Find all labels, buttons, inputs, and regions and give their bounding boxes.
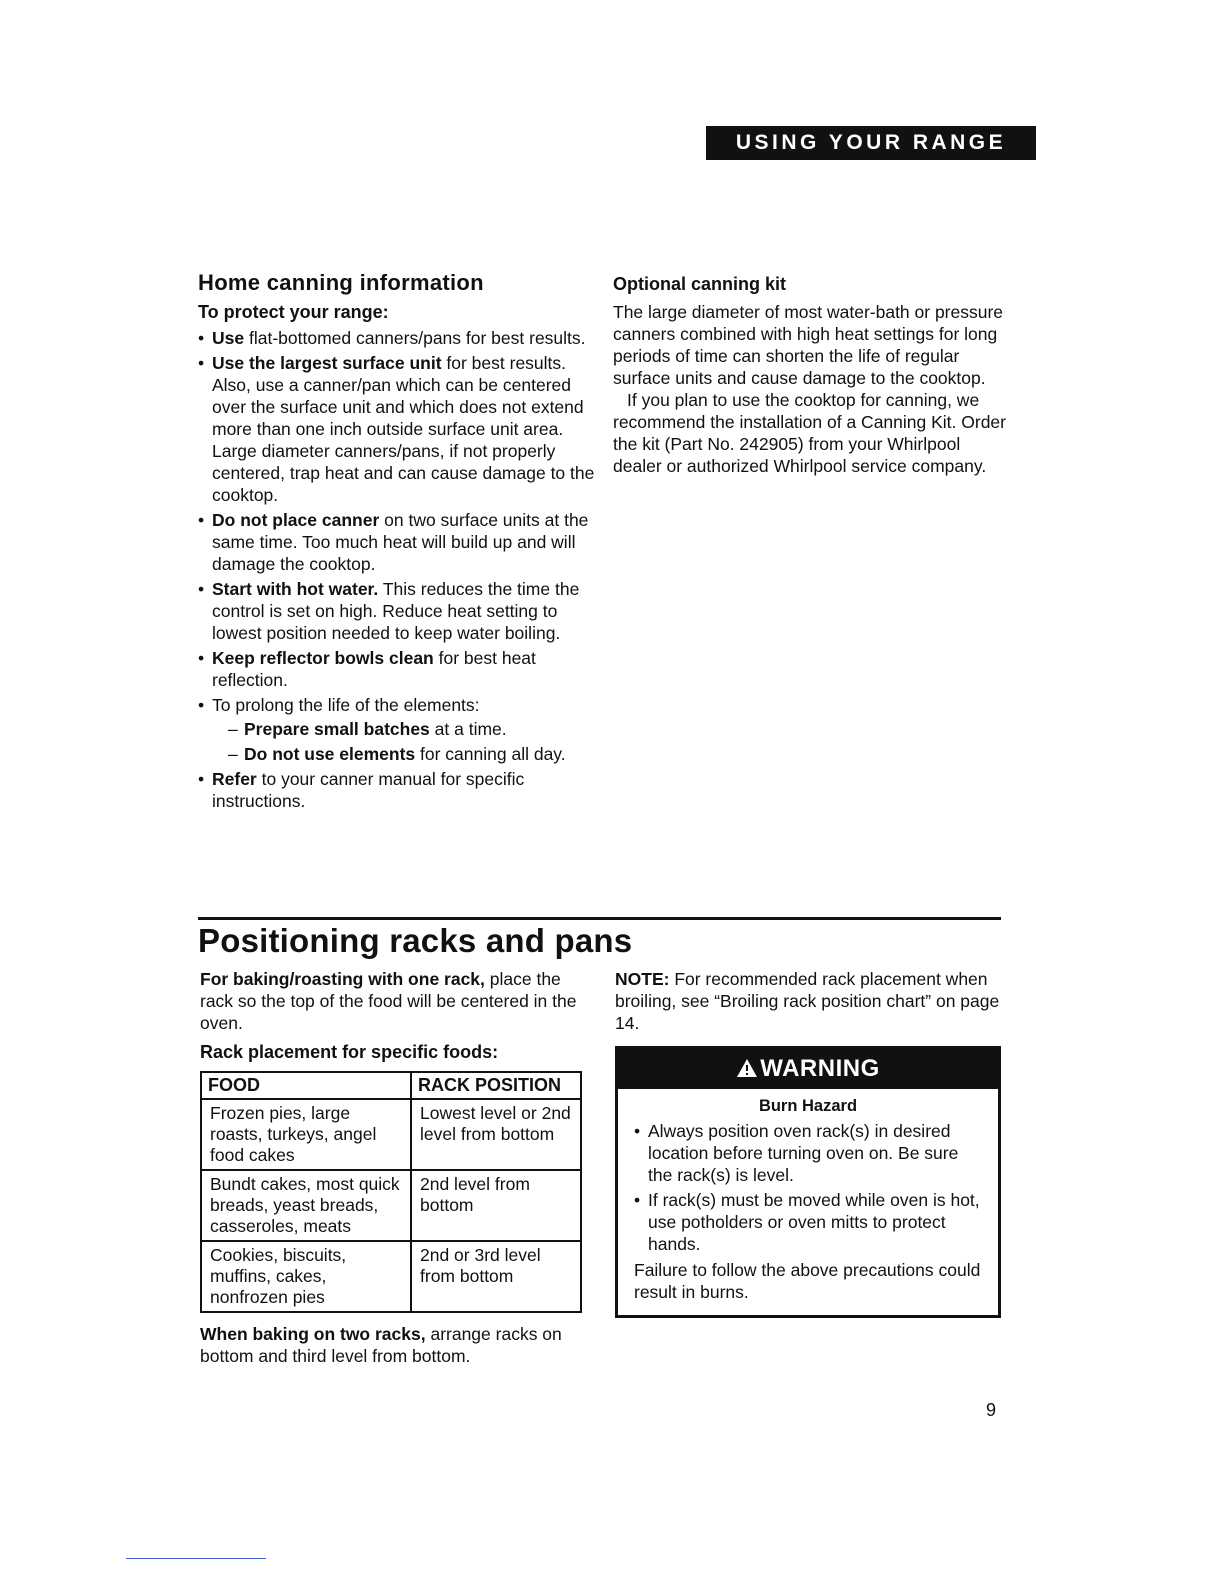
table-cell: 2nd level from bottom [411,1170,581,1241]
list-item: • Refer to your canner manual for specific instructions. [198,768,598,812]
warning-box [615,1046,1001,1318]
table-row [201,1241,581,1312]
sub-list-item: – Prepare small batches at a time. [228,718,598,740]
table-cell: Bundt cakes, most quick breads, yeast breads, casseroles, meats [201,1170,411,1241]
table-cell: Frozen pies, large roasts, turkeys, angel food cakes [201,1099,411,1170]
list-item: • If rack(s) must be moved while oven is hot, use potholders or oven mitts to protect hands. [634,1189,982,1255]
table-cell: 2nd or 3rd level from bottom [411,1241,581,1312]
home-canning-section [198,270,598,815]
list-item: • Use the largest surface unit for best results. Also, use a canner/pan which can be centered over the surface unit and which does not extend more than one inch outside surface unit area. Large diameter canners/pans, if not properly centered, trap heat and can cause damage to the cooktop. [198,352,598,506]
table-row [201,1170,581,1241]
warning-triangle-icon [736,1058,758,1078]
two-racks-paragraph: When baking on two racks, arrange racks on bottom and third level from bottom. [200,1324,562,1366]
table-cell: Cookies, biscuits, muffins, cakes, nonfrozen pies [201,1241,411,1312]
table-header-food: FOOD [201,1072,411,1099]
table-cell: Lowest level or 2nd level from bottom [411,1099,581,1170]
rack-placement-table [200,1071,582,1313]
section-divider [198,917,1001,920]
warning-footer: Failure to follow the above precautions could result in burns. [634,1260,981,1302]
positioning-title: Positioning racks and pans [198,922,633,959]
positioning-right-column [615,968,1001,1318]
list-item: • Keep reflector bowls clean for best heat reflection. [198,647,598,691]
sub-list-item: – Do not use elements for canning all day. [228,743,598,765]
canning-kit-section [613,270,1013,477]
list-item: • Do not place canner on two surface units at the same time. Too much heat will build up and will damage the cooktop. [198,509,598,575]
warning-heading: WARNING [760,1055,880,1082]
table-row [201,1099,581,1170]
rack-table-label: Rack placement for specific foods: [200,1042,499,1062]
warning-bullet-list [634,1120,982,1255]
list-item: • To prolong the life of the elements: – Prepare small batches at a time. – Do not use elements for canning all day. [198,694,598,765]
warning-header [618,1049,998,1089]
broiling-note: NOTE: For recommended rack placement when broiling, see “Broiling rack position chart” on page 14. [615,969,1000,1033]
warning-body [618,1089,998,1315]
canning-kit-paragraph: The large diameter of most water-bath or pressure canners combined with high heat settings for long periods of time can shorten the life of regular surface units and cause damage to the cooktop. [613,302,1004,388]
list-item: • Start with hot water. This reduces the time the control is set on high. Reduce heat setting to lowest position needed to keep water boiling. [198,578,598,644]
table-header-rack-position: RACK POSITION [411,1072,581,1099]
footer-line [126,1558,266,1559]
home-canning-title: Home canning information [198,270,484,295]
canning-kit-title: Optional canning kit [613,274,787,294]
positioning-left-column [200,968,580,1367]
page-number: 9 [986,1400,997,1420]
canning-kit-paragraph: If you plan to use the cooktop for canning, we recommend the installation of a Canning Kit. Order the kit (Part No. 242905) from your Whirlpool dealer or authorized Whirlpool service company. [613,390,1006,476]
prolong-sub-list [228,718,598,765]
warning-title: Burn Hazard [758,1097,858,1115]
list-item: • Always position oven rack(s) in desired location before turning oven on. Be sure the rack(s) is level. [634,1120,982,1186]
protect-range-label: To protect your range: [198,302,389,322]
one-rack-paragraph: For baking/roasting with one rack, place the rack so the top of the food will be centered in the oven. [200,969,577,1033]
section-banner: USING YOUR RANGE [706,126,1036,160]
list-item: • Use flat-bottomed canners/pans for best results. [198,327,598,349]
table-header-row [201,1072,581,1099]
canning-bullet-list [198,327,598,812]
